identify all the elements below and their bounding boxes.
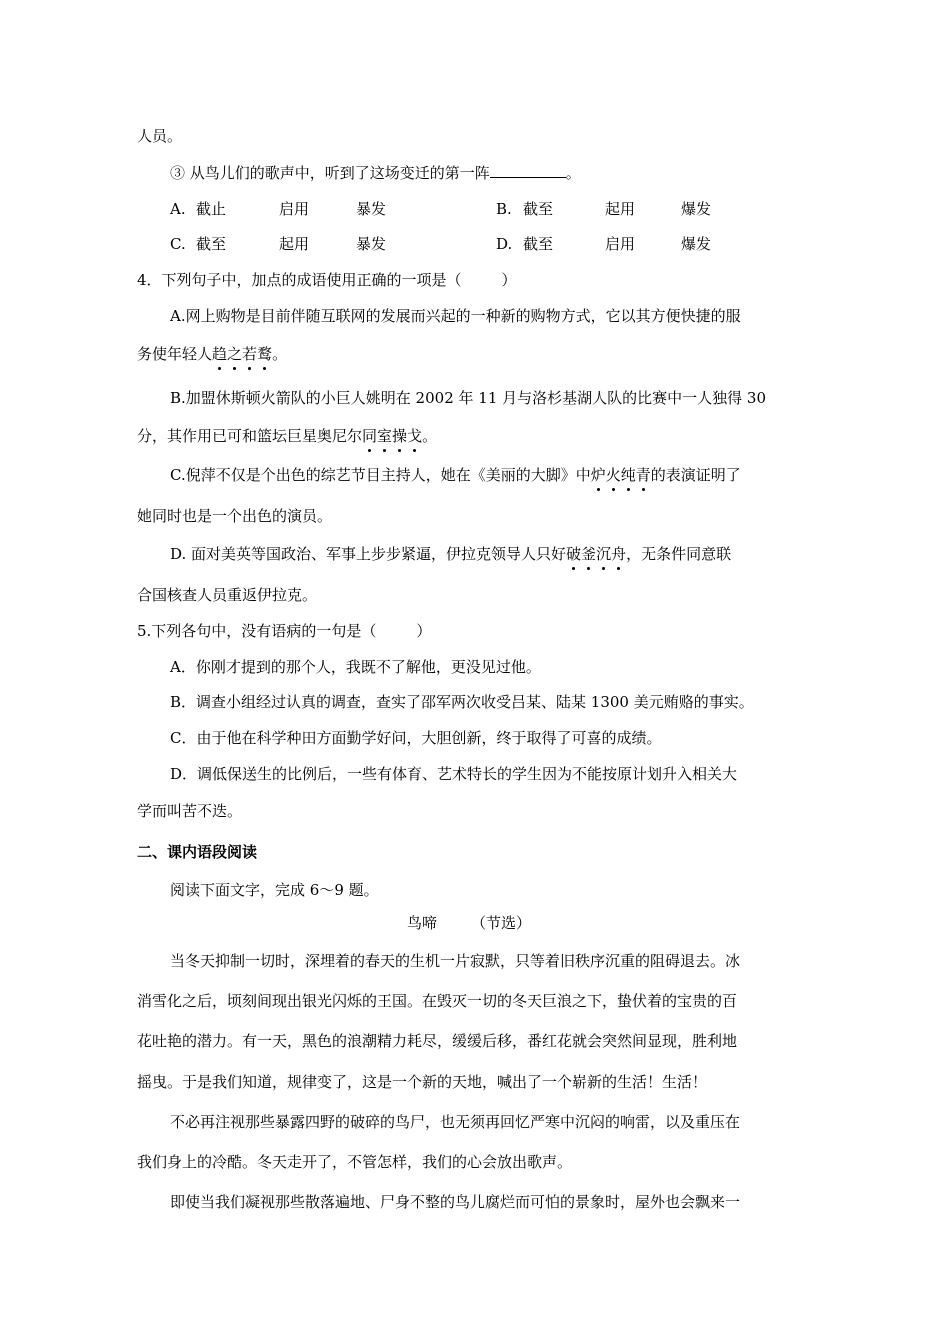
passage-p1-line: 花吐艳的潜力。有一天，黑色的浪潮精力耗尽，缓缓后移，番红花就会突然间显现，胜利地 <box>137 1032 738 1050</box>
dotted-char: 若 <box>242 345 258 363</box>
dotted-char: 舟 <box>611 545 627 563</box>
section-heading: 二、课内语段阅读 <box>137 843 258 861</box>
dotted-char: 操 <box>392 427 408 445</box>
dotted-char: 炉 <box>590 466 606 484</box>
dotted-idiom <box>212 345 272 363</box>
q4-a-post: 。 <box>272 345 288 363</box>
passage-p3-line: 即使当我们凝视那些散落遍地、尸身不整的鸟儿腐烂而可怕的景象时，屋外也会飘来一 <box>170 1193 741 1211</box>
q4-option-a-line2 <box>137 344 287 364</box>
answer-blank <box>490 162 566 178</box>
dotted-char: 戈 <box>407 427 423 445</box>
q4-b-pre: 分，其作用已可和篮坛巨星奥尼尔 <box>137 427 363 445</box>
dotted-idiom <box>566 545 626 563</box>
q4-option-d-line2: 合国核查人员重返伊拉克。 <box>137 586 318 604</box>
dotted-char: 同 <box>362 427 378 445</box>
q5-option-d-line1: D．调低保送生的比例后，一些有体育、艺术特长的学生因为不能按原计划升入相关大 <box>170 765 738 783</box>
dotted-char: 鹜 <box>257 345 273 363</box>
option-label: A. <box>170 200 186 218</box>
passage-p1-line: 摇曳。于是我们知道，规律变了，这是一个新的天地，喊出了一个崭新的生活！生活！ <box>137 1073 708 1091</box>
q4-option-b-line1: B.加盟休斯顿火箭队的小巨人姚明在 2002 年 11 月与洛杉基湖人队的比赛中一人独得 30 <box>170 389 766 407</box>
dotted-char: 釜 <box>581 545 597 563</box>
q3-item3 <box>170 162 581 183</box>
dotted-char: 趋 <box>212 345 228 363</box>
passage-p1-line: 当冬天抑制一切时，深埋着的春天的生机一片寂默，只等着旧秩序沉重的阻碍退去。冰 <box>170 952 741 970</box>
option-word-2: 起用 <box>279 235 310 253</box>
option-word-2: 起用 <box>605 200 636 218</box>
passage-title-text: 鸟啼 <box>407 914 438 932</box>
passage-p1-line: 消雪化之后，顷刻间现出银光闪烁的王国。在毁灭一切的冬天巨浪之下，蛰伏着的宝贵的百 <box>137 992 738 1010</box>
option-label: B. <box>496 200 512 218</box>
dotted-char: 纯 <box>620 466 636 484</box>
q4-option-d-line1 <box>170 544 731 564</box>
dotted-idiom <box>591 466 651 484</box>
dotted-char: 之 <box>227 345 243 363</box>
passage-p2-line: 不必再注视那些暴露四野的破碎的鸟尸，也无须再回忆严寒中沉闷的响雷，以及重压在 <box>170 1113 741 1131</box>
q4-d-pre: D. 面对美英等国政治、军事上步步紧逼，伊拉克领导人只好 <box>170 545 567 563</box>
q4-c-post: 的表演证明了 <box>650 466 741 484</box>
passage-p2-line: 我们身上的冷酷。冬天走开了，不管怎样，我们的心会放出歌声。 <box>137 1153 573 1171</box>
q4-stem-end: ） <box>501 271 517 289</box>
q5-stem-end: ） <box>416 622 432 640</box>
passage-title <box>407 913 531 933</box>
dotted-char: 火 <box>605 466 621 484</box>
dotted-char: 青 <box>635 466 651 484</box>
q4-c-pre: C.倪萍不仅是个出色的综艺节目主持人，她在《美丽的大脚》中 <box>170 466 591 484</box>
option-word-3: 暴发 <box>356 235 387 253</box>
q5-option-d-line2: 学而叫苦不迭。 <box>137 802 243 820</box>
q5-option-b: B．调查小组经过认真的调查，查实了邵军两次收受吕某、陆某 1300 美元贿赂的事实。 <box>170 693 754 711</box>
q4-option-c-line2: 她同时也是一个出色的演员。 <box>137 507 333 525</box>
passage-title-note: （节选） <box>471 914 532 932</box>
q4-stem-text: 4．下列句子中，加点的成语使用正确的一项是（ <box>137 271 462 289</box>
q3-item3-text: ③ 从鸟儿们的歌声中，听到了这场变迁的第一阵 <box>170 164 490 182</box>
option-word-3: 爆发 <box>681 200 712 218</box>
q4-stem <box>137 270 517 290</box>
option-word-2: 启用 <box>279 200 310 218</box>
q5-option-c: C．由于他在科学种田方面勤学好问，大胆创新，终于取得了可喜的成绩。 <box>170 729 662 747</box>
option-word-1: 截至 <box>196 235 227 253</box>
dotted-char: 室 <box>377 427 393 445</box>
dotted-char: 破 <box>566 545 582 563</box>
q3-continuation: 人员。 <box>137 127 183 145</box>
q4-option-c-line1 <box>170 465 741 485</box>
reading-instruction: 阅读下面文字，完成 6～9 题。 <box>170 881 379 899</box>
q4-b-post: 。 <box>422 427 438 445</box>
q5-stem <box>137 621 431 641</box>
option-label: C. <box>170 235 186 253</box>
dotted-char: 沉 <box>596 545 612 563</box>
q5-stem-text: 5.下列各句中，没有语病的一句是（ <box>137 622 377 640</box>
q4-option-a-line1: A.网上购物是目前伴随互联网的发展而兴起的一种新的购物方式，它以其方便快捷的服 <box>170 307 741 325</box>
q4-option-b-line2 <box>137 426 437 446</box>
option-word-3: 暴发 <box>356 200 387 218</box>
dotted-idiom <box>362 427 422 445</box>
q3-item3-end: 。 <box>565 164 581 182</box>
option-label: D. <box>496 235 513 253</box>
option-word-1: 截至 <box>523 235 554 253</box>
q4-a-pre: 务使年轻人 <box>137 345 213 363</box>
option-word-2: 启用 <box>605 235 636 253</box>
option-word-1: 截止 <box>196 200 227 218</box>
q5-option-a: A．你刚才提到的那个人，我既不了解他，更没见过他。 <box>170 658 541 676</box>
option-word-3: 爆发 <box>681 235 712 253</box>
option-word-1: 截至 <box>523 200 554 218</box>
q4-d-post: ，无条件同意联 <box>626 545 732 563</box>
